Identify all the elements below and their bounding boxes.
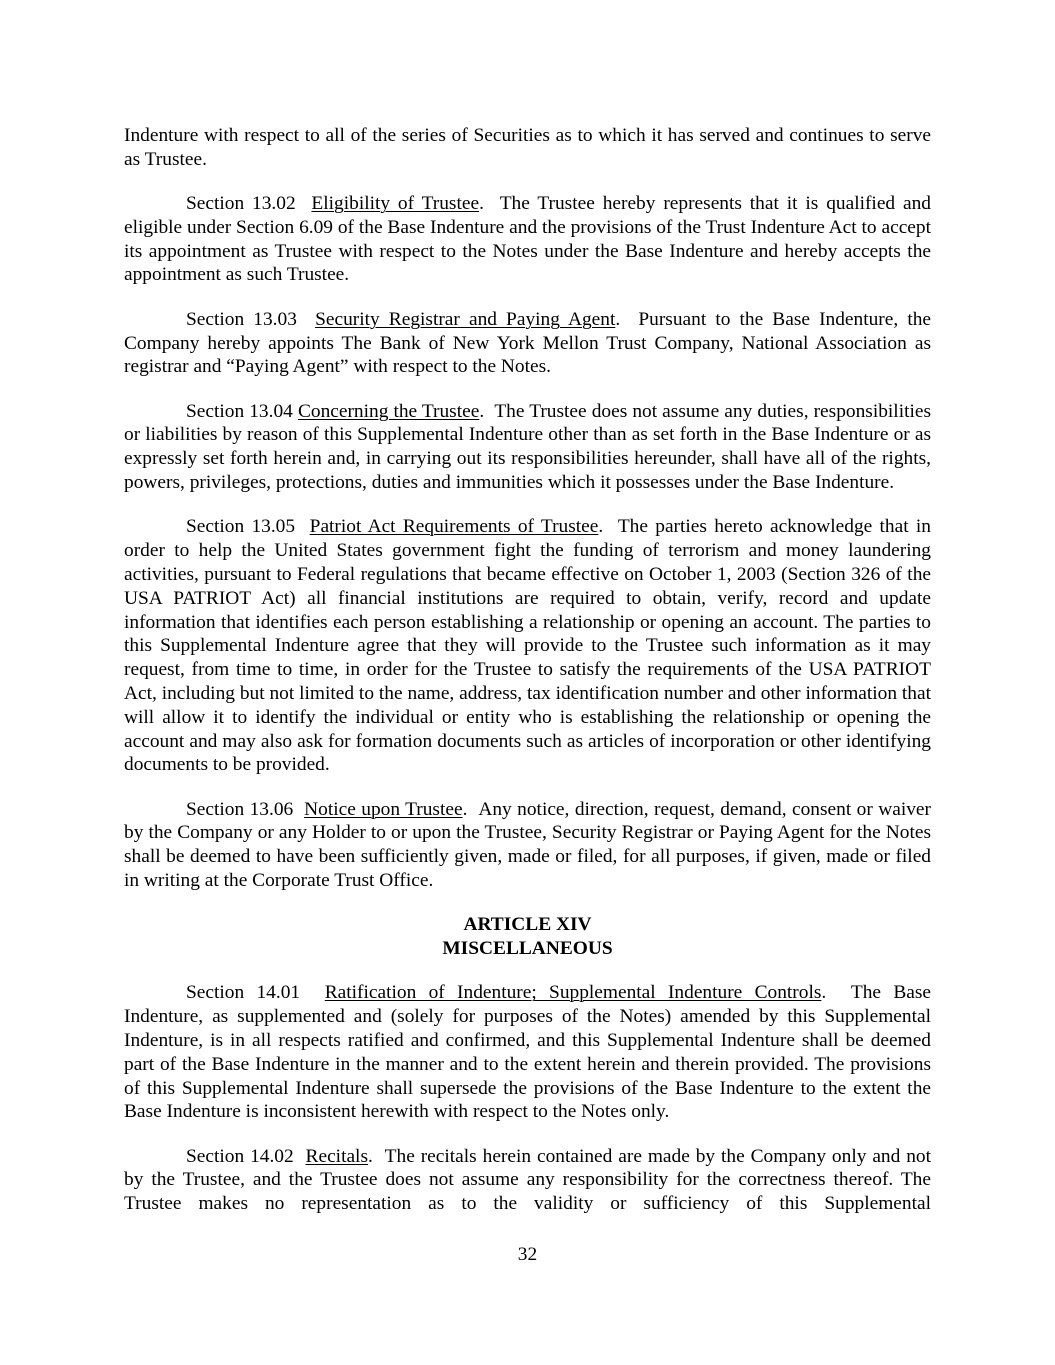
section-heading: Security Registrar and Paying Agent [315, 308, 616, 330]
section-13-06: Section 13.06 Notice upon Trustee. Any notice, direction, request, demand, consent or waiver by the Company or any Holder to or upon the Trustee, Security Registrar or Paying Agent for the Notes shall be deemed to have been sufficiently given, made or filed, for all purposes, if given, made or filed in writing at the Corporate Trust Office. [124, 798, 932, 892]
section-number: Section 14.02 [186, 1145, 294, 1167]
section-heading: Patriot Act Requirements of Trustee [309, 516, 599, 538]
article-title: MISCELLANEOUS [442, 938, 613, 960]
section-number: Section 13.03 [186, 308, 297, 330]
section-13-05: Section 13.05 Patriot Act Requirements of Trustee. The parties hereto acknowledge that in order to help the United States government fight the funding of terrorism and money laundering activities, pursuant to Federal regulations that became effective on October 1, 2003 (Section 326 of the USA PATRIOT Act) all financial institutions are required to obtain, verify, record and update information that identifies each person establishing a relationship or opening an account. The parties to this Supplemental Indenture agree that they will provide to the Trustee such information as it may request, from time to time, in order for the Trustee to satisfy the requirements of the USA PATRIOT Act, including but not limited to the name, address, tax identification number and other information that will allow it to identify the individual or entity who is establishing the relationship or opening the account and may also ask for formation documents such as articles of incorporation or other identifying documents to be provided. [124, 516, 931, 776]
section-number: Section 14.01 [186, 982, 301, 1004]
page-number: 32 [517, 1244, 538, 1265]
section-number: Section 13.05 [186, 516, 296, 538]
intro-paragraph: Indenture with respect to all of the series of Securities as to which it has served and continues to serve as Trustee. [124, 125, 931, 170]
section-13-04: Section 13.04 Concerning the Trustee. The Trustee does not assume any duties, responsibilities or liabilities by reason of this Supplemental Indenture other than as set forth in the Base Indenture or as expressly set forth herein and, in carrying out its responsibilities hereunder, shall have all of the rights, powers, privileges, protections, duties and immunities which it possesses under the Base Indenture. [124, 400, 932, 494]
section-body: The recitals herein contained are made by the Company only and not by the Trustee, and the Trustee does not assume any responsibility for the correctness thereof. The Trustee makes no representation as to the validity or sufficiency of this Supplemental [124, 1145, 931, 1215]
section-body: Any notice, direction, request, demand, consent or waiver by the Company or any Holder to or upon the Trustee, Security Registrar or Paying Agent for the Notes shall be deemed to have been sufficiently given, made or filed, for all purposes, if given, made or filed in writing at the Corporate Trust Office. [124, 798, 932, 892]
section-14-01: Section 14.01 Ratification of Indenture; Supplemental Indenture Controls. The Base Indenture, as supplemented and (solely for purposes of the Notes) amended by this Supplemental Indenture, is in all respects ratified and confirmed, and this Supplemental Indenture shall be deemed part of the Base Indenture in the manner and to the extent herein and therein provided. The provisions of this Supplemental Indenture shall supersede the provisions of the Base Indenture to the extent the Base Indenture is inconsistent herewith with respect to the Notes only. [124, 982, 932, 1123]
section-body: The Trustee hereby represents that it is qualified and eligible under Section 6.09 of the Base Indenture and the provisions of the Trust Indenture Act to accept its appointment as Trustee with respect to the Notes under the Base Indenture and hereby accepts the appointment as such Trustee. [124, 193, 931, 286]
article-number: ARTICLE XIV [463, 914, 592, 936]
section-heading: Concerning the Trustee [297, 400, 480, 422]
section-body: The Trustee does not assume any duties, responsibilities or liabilities by reason of this Supplemental Indenture other than as set forth in the Base Indenture or as expressly set forth herein and, in carrying out its responsibilities hereunder, shall have all of the rights, powers, privileges, protections, duties and immunities which it possesses under the Base Indenture. [124, 400, 932, 494]
section-body: Pursuant to the Base Indenture, the Company hereby appoints The Bank of New York Mellon Trust Company, National Association as registrar and “Paying Agent” with respect to the Notes. [124, 308, 932, 378]
section-body: The Base Indenture, as supplemented and (solely for purposes of the Notes) amended by this Supplemental Indenture, is in all respects ratified and confirmed, and this Supplemental Indenture shall be deemed part of the Base Indenture in the manner and to the extent herein and therein provided. The provisions of this Supplemental Indenture shall supersede the provisions of the Base Indenture to the extent the Base Indenture is inconsistent herewith with respect to the Notes only. [124, 982, 932, 1123]
section-number: Section 13.04 [186, 400, 293, 422]
section-13-02: Section 13.02 Eligibility of Trustee. The Trustee hereby represents that it is qualified and eligible under Section 6.09 of the Base Indenture and the provisions of the Trust Indenture Act to accept its appointment as Trustee with respect to the Notes under the Base Indenture and hereby accepts the appointment as such Trustee. [124, 193, 931, 286]
section-13-03: Section 13.03 Security Registrar and Paying Agent. Pursuant to the Base Indenture, the Company hereby appoints The Bank of New York Mellon Trust Company, National Association as registrar and “Paying Agent” with respect to the Notes. [124, 308, 932, 378]
section-body: The parties hereto acknowledge that in order to help the United States government fight the funding of terrorism and money laundering activities, pursuant to Federal regulations that became effective on October 1, 2003 (Section 326 of the USA PATRIOT Act) all financial institutions are required to obtain, verify, record and update information that identifies each person establishing a relationship or opening an account. The parties to this Supplemental Indenture agree that they will provide to the Trustee such information as it may request, from time to time, in order for the Trustee to satisfy the requirements of the USA PATRIOT Act, including but not limited to the name, address, tax identification number and other information that will allow it to identify the individual or entity who is establishing the relationship or opening the account and may also ask for formation documents such as articles of incorporation or other identifying documents to be provided. [124, 516, 931, 776]
section-heading: Eligibility of Trustee [311, 193, 480, 215]
section-heading: Ratification of Indenture; Supplemental Indenture Controls [324, 982, 822, 1004]
section-number: Section 13.06 [186, 798, 294, 820]
section-heading: Notice upon Trustee [304, 798, 463, 820]
section-14-02: Section 14.02 Recitals. The recitals herein contained are made by the Company only and not by the Trustee, and the Trustee does not assume any responsibility for the correctness thereof. The Trustee makes no representation as to the validity or sufficiency of this Supplemental [124, 1145, 931, 1215]
document-page [124, 124, 931, 1240]
article-heading [124, 913, 931, 961]
section-number: Section 13.02 [186, 193, 296, 215]
section-heading: Recitals [305, 1145, 368, 1167]
